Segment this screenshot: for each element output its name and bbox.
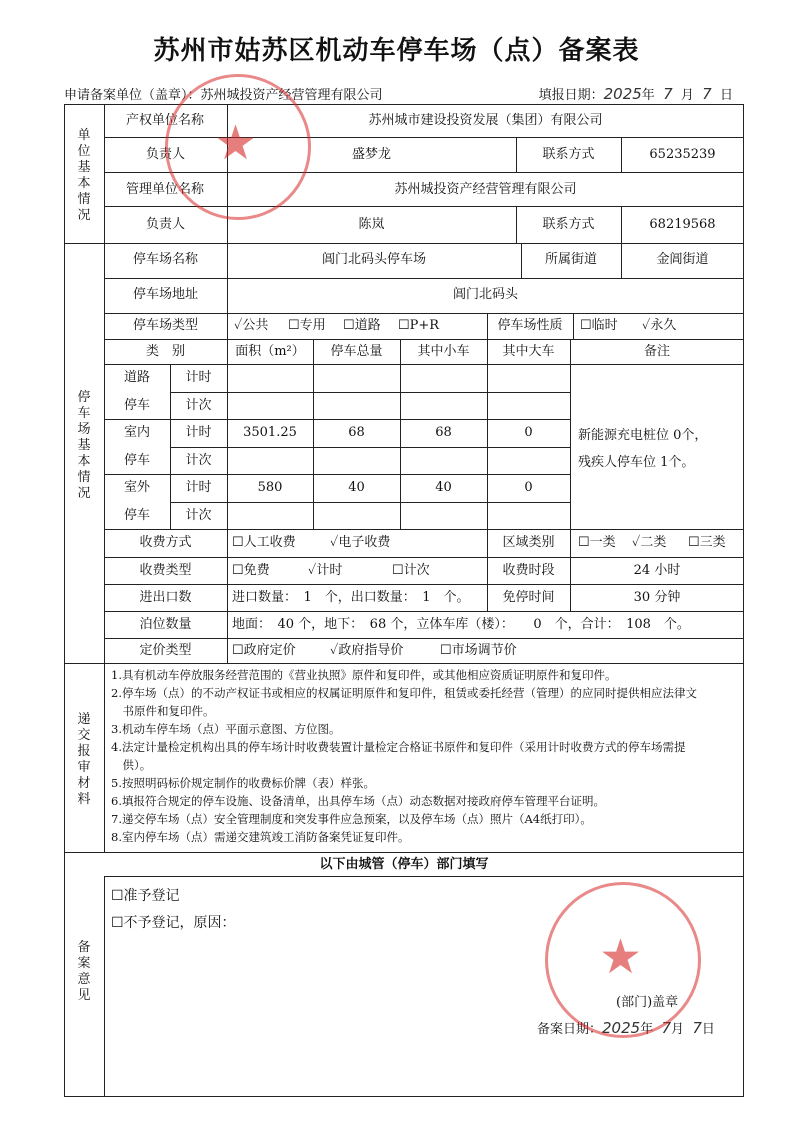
fee-method-manual[interactable]: ☐人工收费 [232, 535, 296, 550]
manager-contact-label: 联系方式 [542, 217, 595, 232]
owner-value: 苏州城市建设投资发展（集团）有限公司 [368, 113, 603, 128]
fee-type-timed[interactable]: ✓计时 [308, 563, 343, 578]
fee-period-label: 收费时段 [502, 563, 555, 578]
lot-name-value: 阊门北码头停车场 [321, 252, 426, 267]
lot-type-road[interactable]: ☐道路 [343, 318, 381, 333]
fill-day: 7 [702, 85, 712, 103]
indoor-per-use: 计次 [185, 453, 212, 468]
materials-item: 1.具有机动车停放服务经营范围的《营业执照》原件和复印件，或其他相应资质证明原件和复印件。 [111, 668, 617, 682]
lot-name-label: 停车场名称 [132, 252, 198, 267]
section-parking-basic: 停车场基本情况 [77, 390, 91, 501]
section-unit-basic: 单位基本情况 [77, 128, 91, 223]
dept-header: 以下由城管（停车）部门填写 [319, 857, 489, 872]
fill-month: 7 [663, 85, 673, 103]
record-date-label: 备案日期： [537, 1022, 603, 1037]
road-label-1: 道路 [123, 370, 150, 385]
outdoor-total: 40 [348, 480, 365, 495]
record-month-char: 月 [671, 1022, 685, 1037]
lot-address-label: 停车场地址 [132, 287, 198, 302]
month-char: 月 [680, 88, 694, 103]
materials-item: 3.机动车停车场（点）平面示意图、方位图。 [111, 722, 341, 736]
berth-label: 泊位数量 [139, 617, 192, 632]
materials-item: 书原件和复印件。 [111, 704, 215, 718]
indoor-area: 3501.25 [243, 425, 297, 440]
fee-method-electronic[interactable]: ✓电子收费 [330, 535, 391, 550]
remark-line-1: 新能源充电桩位 0个， [578, 428, 708, 443]
materials-list [111, 666, 736, 846]
indoor-timed: 计时 [185, 425, 212, 440]
gates-value: 进口数量： 1 个，出口数量： 1 个。 [232, 590, 470, 605]
section-opinion: 备案意见 [77, 940, 91, 1003]
materials-item: 5.按照明码标价规定制作的收费标价牌（表）样张。 [111, 776, 375, 790]
manager-value: 苏州城投资产经营管理有限公司 [394, 182, 577, 197]
fee-type-per-use[interactable]: ☐计次 [392, 563, 430, 578]
lot-nature-permanent[interactable]: ✓永久 [642, 318, 677, 333]
indoor-label-1: 室内 [123, 425, 150, 440]
manager-label: 管理单位名称 [126, 182, 205, 197]
road-label-2: 停车 [123, 398, 150, 413]
applicant-value: 苏州城投资产经营管理有限公司 [200, 88, 383, 103]
lot-address-value: 阊门北码头 [452, 287, 518, 302]
materials-item: 2.停车场（点）的不动产权证书或相应的权属证明原件和复印件，租赁或委托经营（管理）的应同时提供相应法律文 [111, 686, 697, 700]
company-seal [165, 74, 311, 220]
road-timed: 计时 [185, 370, 212, 385]
approve-checkbox[interactable]: ☐准予登记 [111, 888, 180, 904]
indoor-total: 68 [348, 425, 365, 440]
outdoor-per-use: 计次 [185, 508, 212, 523]
dept-seal-label: (部门)盖章 [616, 995, 679, 1010]
lot-type-public[interactable]: ✓公共 [234, 318, 269, 333]
owner-contact-label: 联系方式 [542, 147, 595, 162]
day-char: 日 [719, 88, 733, 103]
materials-item: 7.递交停车场（点）安全管理制度和突发事件应急预案，以及停车场（点）照片（A4纸打印）。 [111, 812, 592, 826]
owner-contact-value: 65235239 [649, 147, 716, 162]
record-year-char: 年 [640, 1022, 654, 1037]
pricing-guidance[interactable]: ✓政府指导价 [330, 643, 404, 658]
form-title: 苏州市姑苏区机动车停车场（点）备案表 [153, 36, 640, 66]
area-category-label: 区域类别 [502, 535, 555, 550]
col-remark: 备注 [643, 344, 670, 359]
col-total: 停车总量 [330, 344, 383, 359]
area-class-1[interactable]: ☐一类 [578, 535, 616, 550]
fill-date [539, 84, 733, 103]
manager-person-label: 负责人 [145, 217, 185, 232]
owner-person-label: 负责人 [145, 147, 185, 162]
col-category: 类 别 [145, 344, 185, 359]
outdoor-label-2: 停车 [123, 508, 150, 523]
materials-item: 供）。 [111, 758, 152, 772]
outdoor-small: 40 [435, 480, 452, 495]
free-time-value: 30 分钟 [633, 590, 681, 605]
record-month: 7 [661, 1019, 672, 1037]
materials-item: 6.填报符合规定的停车设施、设备清单，出具停车场（点）动态数据对接政府停车管理平台证明。 [111, 794, 605, 808]
manager-contact-value: 68219568 [649, 217, 716, 232]
reject-checkbox[interactable]: ☐不予登记，原因： [111, 915, 236, 931]
col-small: 其中小车 [417, 344, 470, 359]
outdoor-large: 0 [524, 480, 533, 495]
fee-type-label: 收费类型 [139, 563, 192, 578]
lot-nature-temporary[interactable]: ☐临时 [580, 318, 618, 333]
department-seal [545, 882, 701, 1038]
owner-person-value: 盛梦龙 [351, 147, 391, 162]
outdoor-timed: 计时 [185, 480, 212, 495]
gates-label: 进出口数 [139, 590, 192, 605]
lot-nature-label: 停车场性质 [497, 318, 563, 333]
lot-type-dedicated[interactable]: ☐专用 [288, 318, 326, 333]
area-class-3[interactable]: ☐三类 [688, 535, 726, 550]
fill-date-label: 填报日期： [538, 88, 604, 103]
indoor-small: 68 [435, 425, 452, 440]
fee-type-free[interactable]: ☐免费 [232, 563, 270, 578]
indoor-large: 0 [524, 425, 533, 440]
fee-period-value: 24 小时 [633, 563, 681, 578]
lot-street-label: 所属街道 [544, 252, 597, 267]
materials-item: 4.法定计量检定机构出具的停车场计时收费装置计量检定合格证书原件和复印件（采用计时收费方式的停车场需提 [111, 740, 686, 754]
free-time-label: 免停时间 [502, 590, 555, 605]
area-class-2[interactable]: ✓二类 [632, 535, 667, 550]
pricing-government[interactable]: ☐政府定价 [232, 643, 296, 658]
remark-line-2: 残疾人停车位 1个。 [578, 455, 695, 470]
fill-year: 2025 [603, 85, 642, 103]
applicant-label: 申请备案单位（盖章）： [64, 88, 201, 103]
fee-method-label: 收费方式 [139, 535, 192, 550]
record-day: 7 [692, 1019, 702, 1037]
outdoor-label-1: 室外 [123, 480, 150, 495]
materials-item: 8.室内停车场（点）需递交建筑竣工消防备案凭证复印件。 [111, 830, 410, 844]
road-per-use: 计次 [185, 398, 212, 413]
owner-label: 产权单位名称 [126, 113, 205, 128]
year-char: 年 [641, 88, 655, 103]
col-large: 其中大车 [502, 344, 555, 359]
lot-street-value: 金阊街道 [656, 252, 709, 267]
pricing-market[interactable]: ☐市场调节价 [440, 643, 517, 658]
berth-value: 地面： 40 个，地下： 68 个，立体车库（楼）： 0 个，合计： 108 个。 [232, 617, 690, 632]
record-year: 2025 [602, 1019, 641, 1037]
col-area: 面积（m²） [235, 344, 305, 359]
indoor-label-2: 停车 [123, 453, 150, 468]
seal-star-icon: ★ [214, 115, 258, 171]
section-materials: 递交报审材料 [77, 712, 91, 807]
record-day-char: 日 [701, 1022, 715, 1037]
pricing-label: 定价类型 [139, 643, 192, 658]
manager-person-value: 陈岚 [358, 217, 385, 232]
seal-star-icon: ★ [599, 929, 643, 985]
lot-type-label: 停车场类型 [132, 318, 198, 333]
lot-type-pr[interactable]: ☐P+R [398, 318, 440, 333]
outdoor-area: 580 [257, 480, 283, 495]
